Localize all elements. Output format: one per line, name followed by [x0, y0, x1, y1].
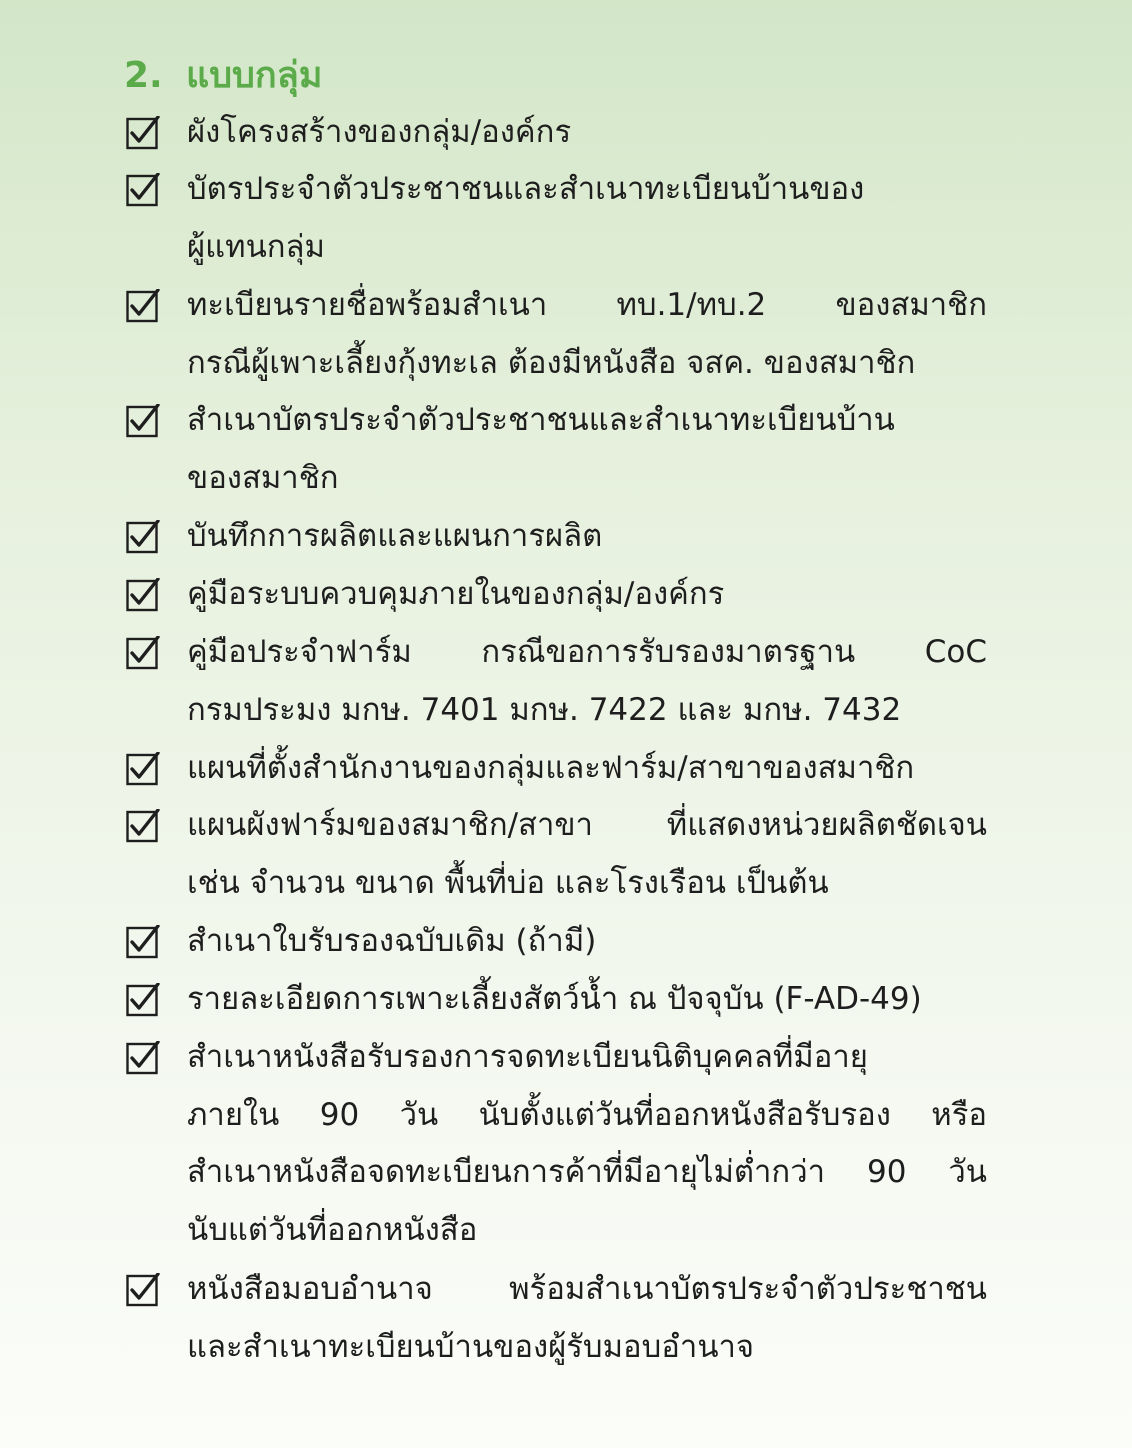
checked-checkbox-icon: [126, 289, 160, 323]
checklist-item-text: [187, 161, 987, 276]
checked-checkbox-icon: [126, 520, 160, 554]
section-heading: [124, 48, 323, 104]
checklist-item-line: กรณีผู้เพาะเลี้ยงกุ้งทะเล ต้องมีหนังสือ จสค. ของสมาชิก: [187, 344, 916, 381]
checklist-item-text: [187, 1261, 987, 1376]
checklist-item-line: ผังโครงสร้างของกลุ่ม/องค์กร: [187, 114, 572, 150]
section-number: 2.: [124, 55, 163, 96]
checklist-item-line: แผนผังฟาร์มของสมาชิก/สาขา ที่แสดงหน่วยผลิตชัดเจน: [187, 807, 987, 843]
checklist-item-line: คู่มือประจำฟาร์ม กรณีขอการรับรองมาตรฐาน CoC: [187, 634, 987, 670]
checked-checkbox-icon: [126, 636, 160, 670]
checklist-item-text: [187, 624, 987, 739]
checklist-item-text: [187, 508, 987, 566]
checklist-item-line: สำเนาใบรับรองฉบับเดิม (ถ้ามี): [187, 923, 597, 959]
checked-checkbox-icon: [126, 809, 160, 843]
checklist-item-text: [187, 913, 987, 971]
checklist-item-text: [187, 104, 987, 162]
checklist-item-line: และสำเนาทะเบียนบ้านของผู้รับมอบอำนาจ: [187, 1328, 755, 1365]
checked-checkbox-icon: [126, 1273, 160, 1307]
checked-checkbox-icon: [126, 578, 160, 612]
checklist-item-line: ของสมาชิก: [187, 459, 339, 496]
checked-checkbox-icon: [126, 925, 160, 959]
checklist-item-line: กรมประมง มกษ. 7401 มกษ. 7422 และ มกษ. 7432: [187, 691, 902, 728]
checklist-item-text: [187, 392, 987, 507]
checklist-item-line: เช่น จำนวน ขนาด พื้นที่บ่อ และโรงเรือน เป็นต้น: [187, 864, 829, 901]
checklist-item-line: รายละเอียดการเพาะเลี้ยงสัตว์น้ำ ณ ปัจจุบัน (F-AD-49): [187, 981, 922, 1017]
checklist-item-line: แผนที่ตั้งสำนักงานของกลุ่มและฟาร์ม/สาขาของสมาชิก: [187, 750, 915, 786]
checked-checkbox-icon: [126, 173, 160, 207]
checked-checkbox-icon: [126, 116, 160, 150]
checklist-item-line: บัตรประจำตัวประชาชนและสำเนาทะเบียนบ้านของ: [187, 171, 865, 207]
checklist-item-text: [187, 277, 987, 392]
checklist-item-line: ภายใน 90 วัน นับตั้งแต่วันที่ออกหนังสือรับรอง หรือ: [187, 1096, 987, 1133]
checklist-item-line: บันทึกการผลิตและแผนการผลิต: [187, 518, 603, 554]
checked-checkbox-icon: [126, 752, 160, 786]
section-title: แบบกลุ่ม: [186, 55, 323, 96]
checklist-item-text: [187, 566, 987, 624]
checklist-item-text: [187, 971, 987, 1029]
checklist-item-line: ผู้แทนกลุ่ม: [187, 228, 325, 265]
checklist-item-line: สำเนาหนังสือจดทะเบียนการค้าที่มีอายุไม่ต่ำกว่า 90 วัน: [187, 1154, 987, 1190]
checklist-item-line: ทะเบียนรายชื่อพร้อมสำเนา ทบ.1/ทบ.2 ของสมาชิก: [187, 287, 987, 323]
checklist-item-line: คู่มือระบบควบคุมภายในของกลุ่ม/องค์กร: [187, 576, 725, 612]
checklist-item-text: [187, 1029, 987, 1259]
checklist-item-line: หนังสือมอบอำนาจ พร้อมสำเนาบัตรประจำตัวประชาชน: [187, 1271, 987, 1307]
checklist-item-line: สำเนาหนังสือรับรองการจดทะเบียนนิติบุคคลที่มีอายุ: [187, 1039, 868, 1075]
checked-checkbox-icon: [126, 404, 160, 438]
checked-checkbox-icon: [126, 983, 160, 1017]
checklist-item-text: [187, 797, 987, 912]
checklist-item-text: [187, 740, 987, 798]
checklist-item-line: นับแต่วันที่ออกหนังสือ: [187, 1211, 478, 1248]
checked-checkbox-icon: [126, 1041, 160, 1075]
checklist-item-line: สำเนาบัตรประจำตัวประชาชนและสำเนาทะเบียนบ้าน: [187, 402, 895, 438]
